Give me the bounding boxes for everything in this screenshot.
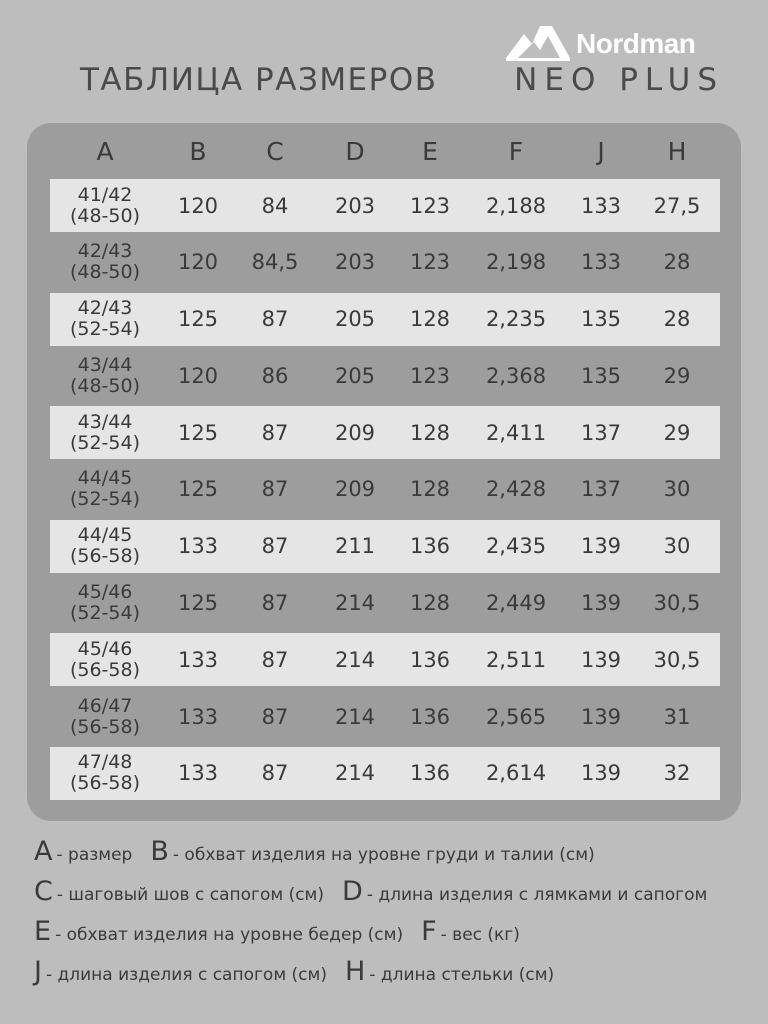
cell-f: 2,411 <box>485 420 547 445</box>
cell-d: 214 <box>334 647 376 672</box>
table-row <box>50 349 720 402</box>
table-row <box>50 463 720 516</box>
size-value: 45/46 <box>77 581 133 604</box>
column-header-b: B <box>189 136 207 166</box>
size-value: 43/44 <box>77 410 133 433</box>
brand-name: Nordman <box>576 28 696 59</box>
cell-f: 2,511 <box>485 647 547 672</box>
size-range: (56-58) <box>69 715 141 738</box>
size-value: 47/48 <box>77 751 133 774</box>
size-cell <box>50 412 160 454</box>
size-value: 42/43 <box>77 297 133 320</box>
table-body <box>50 179 720 804</box>
legend-letter: E <box>34 916 52 947</box>
cell-c: 86 <box>261 363 289 388</box>
legend-letter: B <box>150 836 169 867</box>
cell-f: 2,449 <box>485 591 547 616</box>
cell-c: 87 <box>261 761 289 786</box>
size-value: 42/43 <box>77 240 133 263</box>
cell-f: 2,565 <box>485 704 547 729</box>
model-name: NEO PLUS <box>514 62 724 98</box>
size-cell <box>50 355 160 397</box>
cell-j: 135 <box>580 307 622 332</box>
legend-letter: C <box>34 876 53 907</box>
size-value: 44/45 <box>77 524 133 547</box>
cell-j: 139 <box>580 704 622 729</box>
cell-h: 30,5 <box>653 647 701 672</box>
cell-b: 125 <box>177 477 219 502</box>
cell-h: 29 <box>663 363 691 388</box>
table-row <box>50 690 720 743</box>
cell-e: 123 <box>409 250 451 275</box>
cell-c: 87 <box>261 704 289 729</box>
legend-item <box>34 956 327 987</box>
size-cell <box>50 582 160 624</box>
table-row <box>50 236 720 289</box>
cell-j: 133 <box>580 193 622 218</box>
table-row <box>50 520 720 573</box>
cell-d: 209 <box>334 420 376 445</box>
column-header-d: D <box>345 136 365 166</box>
table-row <box>50 747 720 800</box>
brand-logo <box>506 24 726 64</box>
size-cell <box>50 696 160 738</box>
cell-h: 30 <box>663 534 691 559</box>
cell-f: 2,235 <box>485 307 547 332</box>
size-range: (48-50) <box>69 374 141 397</box>
cell-b: 125 <box>177 307 219 332</box>
legend-text: - длина стельки (см) <box>369 965 555 985</box>
table-row <box>50 633 720 686</box>
legend-line <box>34 836 754 876</box>
cell-d: 214 <box>334 591 376 616</box>
size-cell <box>50 639 160 681</box>
cell-j: 133 <box>580 250 622 275</box>
legend-item <box>34 876 324 907</box>
cell-h: 30 <box>663 477 691 502</box>
cell-d: 205 <box>334 363 376 388</box>
legend-item <box>150 836 594 867</box>
size-cell <box>50 185 160 227</box>
size-cell <box>50 298 160 340</box>
cell-h: 27,5 <box>653 193 701 218</box>
size-range: (52-54) <box>69 488 141 511</box>
cell-c: 84,5 <box>251 250 299 275</box>
nordman-mountain-icon <box>506 24 570 64</box>
legend-text: - обхват изделия на уровне бедер (см) <box>55 925 404 945</box>
cell-b: 133 <box>177 647 219 672</box>
cell-j: 139 <box>580 647 622 672</box>
cell-j: 139 <box>580 534 622 559</box>
cell-h: 29 <box>663 420 691 445</box>
cell-d: 214 <box>334 761 376 786</box>
cell-e: 128 <box>409 591 451 616</box>
cell-e: 128 <box>409 307 451 332</box>
size-value: 46/47 <box>77 694 133 717</box>
legend-text: - обхват изделия на уровне груди и талии (см) <box>172 845 595 865</box>
cell-c: 87 <box>261 534 289 559</box>
cell-d: 214 <box>334 704 376 729</box>
size-value: 41/42 <box>77 183 133 206</box>
cell-f: 2,188 <box>485 193 547 218</box>
legend-line <box>34 876 754 916</box>
column-header-e: E <box>422 136 438 166</box>
legend-item <box>342 876 707 907</box>
cell-e: 123 <box>409 363 451 388</box>
cell-d: 205 <box>334 307 376 332</box>
cell-e: 136 <box>409 704 451 729</box>
cell-e: 128 <box>409 477 451 502</box>
legend-item <box>421 916 520 947</box>
table-row <box>50 406 720 459</box>
size-range: (56-58) <box>69 658 141 681</box>
cell-b: 120 <box>177 363 219 388</box>
cell-e: 123 <box>409 193 451 218</box>
cell-h: 31 <box>663 704 691 729</box>
legend-text: - длина изделия с лямками и сапогом <box>366 885 708 905</box>
legend-letter: F <box>421 916 437 947</box>
cell-f: 2,198 <box>485 250 547 275</box>
cell-j: 139 <box>580 761 622 786</box>
cell-d: 209 <box>334 477 376 502</box>
size-value: 43/44 <box>77 353 133 376</box>
legend-item <box>345 956 554 987</box>
table-row <box>50 577 720 630</box>
legend-text: - вес (кг) <box>440 925 520 945</box>
cell-b: 120 <box>177 193 219 218</box>
cell-c: 87 <box>261 420 289 445</box>
cell-h: 32 <box>663 761 691 786</box>
cell-j: 139 <box>580 591 622 616</box>
cell-h: 30,5 <box>653 591 701 616</box>
cell-c: 87 <box>261 647 289 672</box>
cell-j: 137 <box>580 420 622 445</box>
legend-letter: H <box>344 956 366 987</box>
size-range: (52-54) <box>69 602 141 625</box>
legend <box>34 836 754 996</box>
column-header-j: J <box>597 136 605 166</box>
legend-item <box>34 916 403 947</box>
column-header-h: H <box>667 136 687 166</box>
size-value: 45/46 <box>77 637 133 660</box>
cell-b: 125 <box>177 420 219 445</box>
legend-item <box>34 836 132 867</box>
cell-e: 136 <box>409 534 451 559</box>
size-range: (56-58) <box>69 772 141 795</box>
size-cell <box>50 525 160 567</box>
cell-f: 2,435 <box>485 534 547 559</box>
size-range: (48-50) <box>69 204 141 227</box>
cell-b: 133 <box>177 704 219 729</box>
size-cell <box>50 241 160 283</box>
table-row <box>50 179 720 232</box>
size-range: (52-54) <box>69 431 141 454</box>
size-table <box>27 123 741 821</box>
cell-b: 120 <box>177 250 219 275</box>
size-range: (56-58) <box>69 545 141 568</box>
cell-h: 28 <box>663 250 691 275</box>
cell-e: 136 <box>409 761 451 786</box>
legend-letter: J <box>34 956 42 987</box>
cell-d: 211 <box>334 534 376 559</box>
page-title: ТАБЛИЦА РАЗМЕРОВ <box>80 62 438 98</box>
size-range: (48-50) <box>69 261 141 284</box>
size-cell <box>50 468 160 510</box>
cell-b: 133 <box>177 761 219 786</box>
cell-h: 28 <box>663 307 691 332</box>
cell-d: 203 <box>334 250 376 275</box>
table-row <box>50 293 720 346</box>
legend-line <box>34 916 754 956</box>
column-header-f: F <box>508 136 524 166</box>
size-range: (52-54) <box>69 318 141 341</box>
cell-c: 87 <box>261 307 289 332</box>
cell-j: 135 <box>580 363 622 388</box>
cell-b: 133 <box>177 534 219 559</box>
cell-c: 87 <box>261 477 289 502</box>
cell-c: 84 <box>261 193 289 218</box>
cell-f: 2,614 <box>485 761 547 786</box>
cell-d: 203 <box>334 193 376 218</box>
cell-e: 128 <box>409 420 451 445</box>
legend-text: - размер <box>56 845 133 865</box>
size-cell <box>50 752 160 794</box>
legend-text: - длина изделия с сапогом (см) <box>45 965 327 985</box>
column-header-a: A <box>96 136 114 166</box>
legend-letter: D <box>342 876 363 907</box>
cell-b: 125 <box>177 591 219 616</box>
cell-e: 136 <box>409 647 451 672</box>
cell-f: 2,368 <box>485 363 547 388</box>
cell-j: 137 <box>580 477 622 502</box>
table-header <box>50 123 720 179</box>
legend-line <box>34 956 754 996</box>
size-value: 44/45 <box>77 467 133 490</box>
cell-f: 2,428 <box>485 477 547 502</box>
column-header-c: C <box>266 136 284 166</box>
cell-c: 87 <box>261 591 289 616</box>
legend-letter: A <box>34 836 53 867</box>
legend-text: - шаговый шов с сапогом (см) <box>56 885 325 905</box>
